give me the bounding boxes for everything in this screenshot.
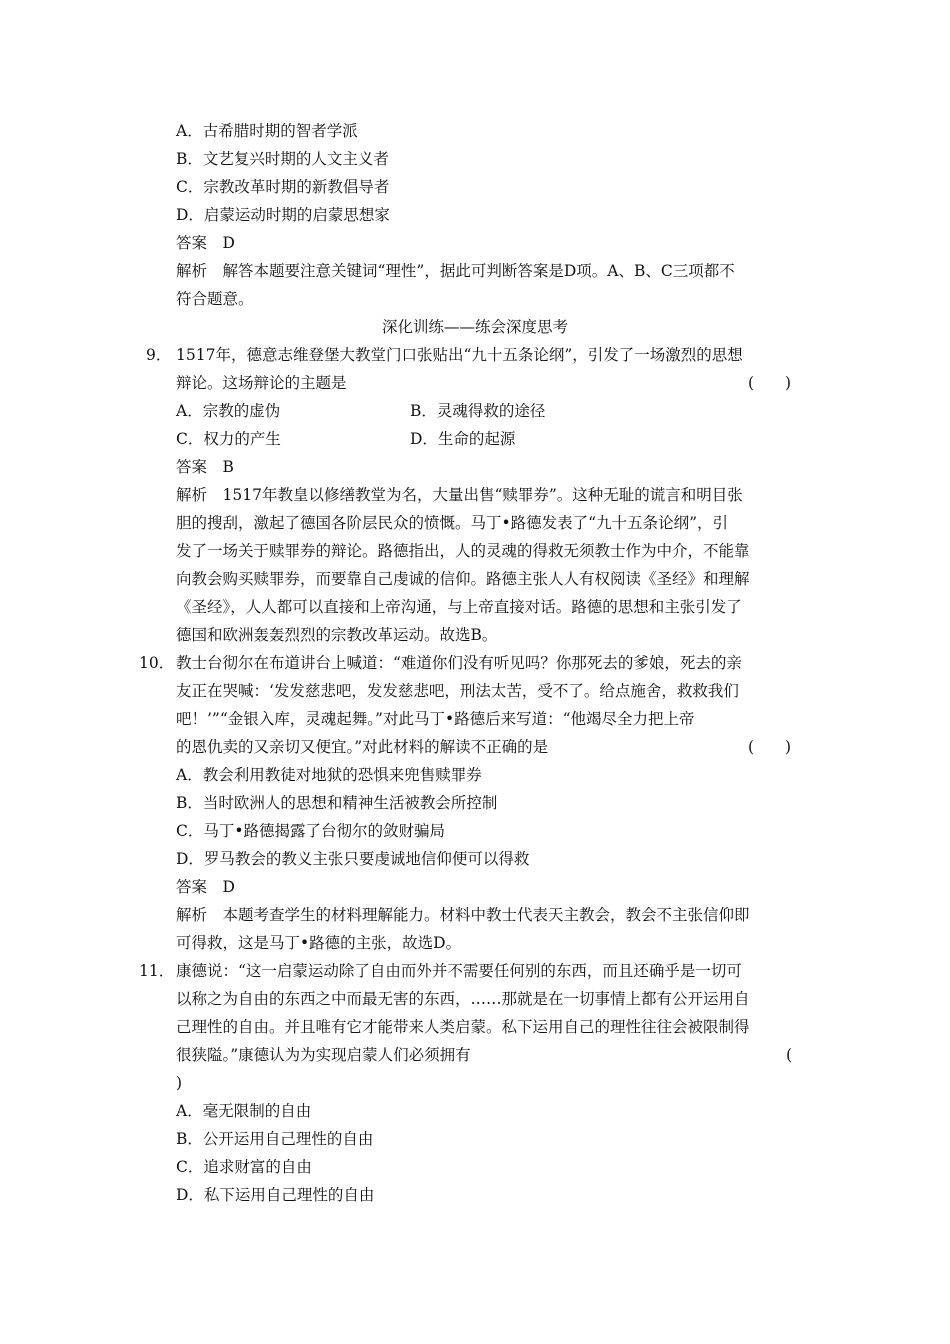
- q10-stem-line: 友正在哭喊：‘发发慈悲吧，发发慈悲吧，刑法太苦，受不了。给点施舍，救救我们: [176, 682, 739, 700]
- section-title: 深化训练——练会深度思考: [381, 318, 568, 336]
- q10-stem-line: 吧！’”“金银入库，灵魂起舞。”对此马丁•路德后来写道：“他竭尽全力把上帝: [176, 710, 695, 728]
- q9-option-a: A．宗教的虚伪: [176, 402, 281, 420]
- prev-option-d: D．启蒙运动时期的启蒙思想家: [176, 206, 390, 224]
- q11-stem-line: 己理性的自由。并且唯有它才能带来人类启蒙。私下运用自己的理性往往会被限制得: [176, 1018, 750, 1036]
- q9-option-b: B．灵魂得救的途径: [410, 402, 546, 420]
- q9-stem-line: 辩论。这场辩论的主题是: [176, 374, 347, 392]
- q10-analysis-line: 可得救，这是马丁•路德的主张，故选D。: [176, 934, 462, 952]
- q9-number: 9．: [146, 346, 172, 364]
- q9-answer-paren: ( ): [748, 374, 792, 392]
- q11-option-c: C．追求财富的自由: [176, 1158, 312, 1176]
- q11-stem-line: 很狭隘。”康德认为为实现启蒙人们必须拥有: [176, 1046, 471, 1064]
- q9-analysis-line: 《圣经》，人人都可以直接和上帝沟通，与上帝直接对话。路德的思想和主张引发了: [176, 598, 742, 616]
- prev-option-b: B．文艺复兴时期的人文主义者: [176, 150, 389, 168]
- q11-option-b: B．公开运用自己理性的自由: [176, 1130, 374, 1148]
- q9-option-c: C．权力的产生: [176, 430, 281, 448]
- q9-analysis-line: 向教会购买赎罪券，而要靠自己虔诚的信仰。路德主张人人有权阅读《圣经》和理解: [176, 570, 750, 588]
- prev-analysis-line: 解析 解答本题要注意关键词“理性”，据此可判断答案是D项。A、B、C三项都不: [176, 262, 735, 280]
- q10-option-d: D．罗马教会的教义主张只要虔诚地信仰便可以得救: [176, 850, 530, 868]
- q11-paren-open: (: [786, 1046, 793, 1064]
- prev-option-c: C．宗教改革时期的新教倡导者: [176, 178, 390, 196]
- q10-answer: 答案 D: [176, 878, 235, 896]
- q11-stem-line: 康德说：“这一启蒙运动除了自由而外并不需要任何别的东西，而且还确乎是一切可: [176, 962, 742, 980]
- q10-option-a: A．教会利用教徒对地狱的恐惧来兜售赎罪券: [176, 766, 482, 784]
- q11-option-d: D．私下运用自己理性的自由: [176, 1186, 375, 1204]
- q10-number: 10．: [139, 654, 175, 672]
- q10-option-b: B．当时欧洲人的思想和精神生活被教会所控制: [176, 794, 498, 812]
- q9-analysis-line: 发了一场关于赎罪券的辩论。路德指出，人的灵魂的得救无须教士作为中介，不能靠: [176, 542, 750, 560]
- q11-stem-line: 以称之为自由的东西之中而最无害的东西，……那就是在一切事情上都有公开运用自: [176, 990, 750, 1008]
- q10-analysis-line: 解析 本题考查学生的材料理解能力。材料中教士代表天主教会，教会不主张信仰即: [176, 906, 750, 924]
- prev-option-a: A．古希腊时期的智者学派: [176, 122, 358, 140]
- prev-answer: 答案 D: [176, 234, 235, 252]
- q9-stem-line: 1517年，德意志维登堡大教堂门口张贴出“九十五条论纲”，引发了一场激烈的思想: [176, 346, 743, 364]
- q9-option-d: D．生命的起源: [410, 430, 516, 448]
- q9-answer: 答案 B: [176, 458, 234, 476]
- q11-paren-close: ): [176, 1074, 183, 1092]
- q10-option-c: C．马丁•路德揭露了台彻尔的敛财骗局: [176, 822, 446, 840]
- q9-analysis-line: 解析 1517年教皇以修缮教堂为名，大量出售“赎罪券”。这种无耻的谎言和明目张: [176, 486, 743, 504]
- q11-option-a: A．毫无限制的自由: [176, 1102, 312, 1120]
- prev-analysis-line: 符合题意。: [176, 290, 254, 308]
- q9-analysis-line: 胆的搜刮，激起了德国各阶层民众的愤慨。马丁•路德发表了“九十五条论纲”，引: [176, 514, 728, 532]
- q11-number: 11．: [139, 962, 175, 980]
- q10-answer-paren: ( ): [748, 738, 792, 756]
- q9-analysis-line: 德国和欧洲轰轰烈烈的宗教改革运动。故选B。: [176, 626, 498, 644]
- q10-stem-line: 的恩仇卖的又亲切又便宜。”对此材料的解读不正确的是: [176, 738, 549, 756]
- q10-stem-line: 教士台彻尔在布道讲台上喊道：“难道你们没有听见吗？你那死去的爹娘，死去的亲: [176, 654, 742, 672]
